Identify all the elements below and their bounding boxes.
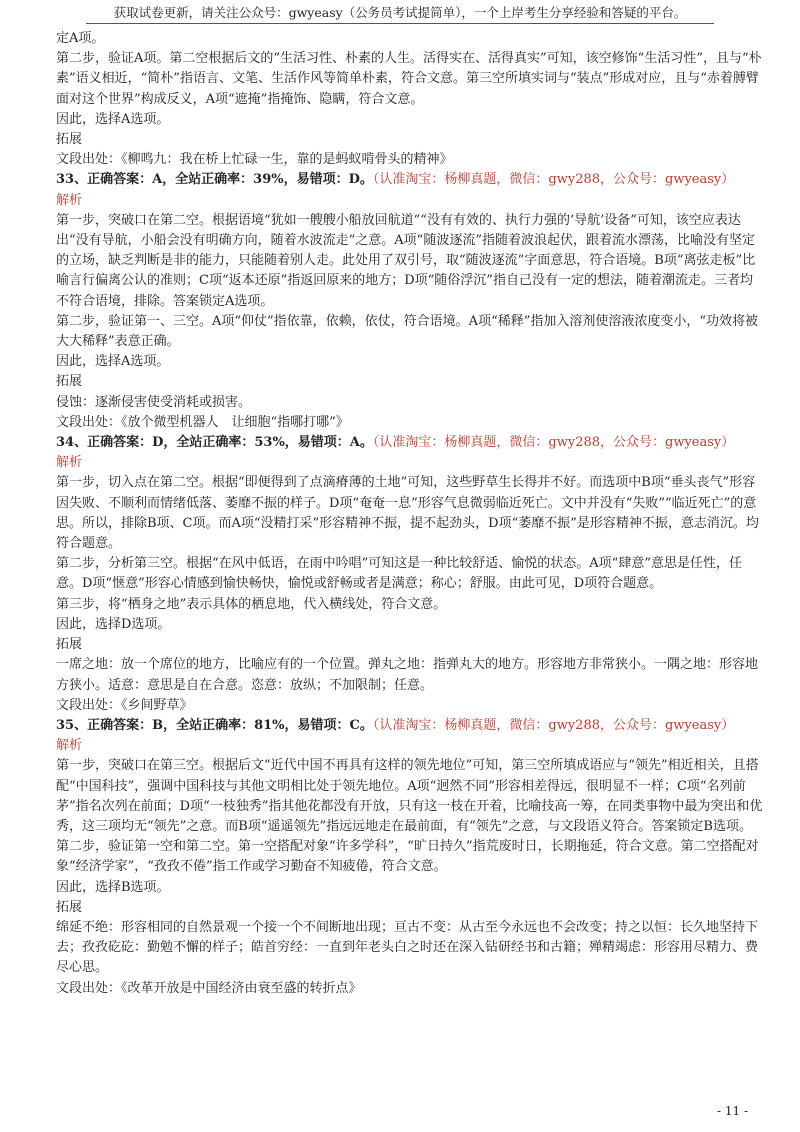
extend-text: 一席之地：放一个席位的地方，比喻应有的一个位置。弹丸之地：指弹丸大的地方。形容地方非常狭小。一隅之地：形容地方狭小。适意：意思是自在合意。恣意：放纵；不加限制；任意。 bbox=[56, 657, 759, 693]
analysis-step: 第一步，突破口在第三空。根据后文“近代中国不再具有这样的领先地位”可知，第三空所填成语应与“领先”相近相关，且搭配“中国科技”，强调中国科技与其他文明相比处于领先地位。A项“迥然不同”形容相差得远，很明显不一样；C项“名列前茅”指名次列在前面；D项“一枝独秀”指其他花都没有开放，只有这一枝在开着，比喻技高一筹，在同类事物中最为突出和优秀，这三项均无“领先”之意。而B项“遥遥领先”指远远地走在最前面，有“领先”之意，与文段语义符合。答案锁定B选项。 bbox=[56, 758, 763, 834]
extend-text: 绵延不绝：形容相同的自然景观一个接一个不间断地出现；亘古不变：从古至今永远也不会改变；持之以恒：长久地坚持下去；孜孜矻矻：勤勉不懈的样子；皓首穷经：一直到年老头白之时还在深入钻研经书和古籍；殚精竭虑：形容用尽精力、费尽心思。 bbox=[56, 919, 759, 976]
analysis-label: 解析 bbox=[56, 738, 83, 754]
intro-source: 文段出处：《柳鸣九：我在桥上忙碌一生，靠的是蚂蚁啃骨头的精神》 bbox=[56, 152, 453, 168]
extend-label: 拓展 bbox=[56, 637, 83, 653]
analysis-label: 解析 bbox=[56, 455, 83, 471]
intro-step-2: 第二步，验证A项。第二空根据后文的“生活习性、朴素的人生。活得实在、活得真实”可知，该空修饰“生活习性”，且与“朴素”语义相近，“简朴”指语言、文笔、生活作风等简单朴素，符合文意。第三空所填实词与“装点”形成对应，且与“赤着膊臂面对这个世界”构成反义，A项“遮掩”指掩饰、隐瞒，符合文意。 bbox=[56, 51, 762, 107]
page-header: 获取试卷更新，请关注公众号：gwyeasy（公务员考试提简单），一个上岸考生分享经验和答疑的平台。 bbox=[113, 5, 687, 20]
analysis-step: 第一步，切入点在第二空。根据“即便得到了点滴瘠薄的土地”可知，这些野草生长得并不好。而选项中B项“垂头丧气”形容因失败、不顺利而情绪低落、萎靡不振的样子。D项“奄奄一息”形容气息微弱临近死亡。文中并没有“失败”“临近死亡”的意思。所以，排除B项、C项。而A项“没精打采”形容精神不振，提不起劲头，D项“萎靡不振”是形容精神不振，意志消沉。均符合题意。 bbox=[56, 475, 759, 552]
page-number: - 11 - bbox=[716, 1104, 748, 1118]
analysis-step: 第二步，验证第一、三空。A项“仰仗”指依靠，依赖，依仗，符合语境。A项“稀释”指加入溶剂使溶液浓度变小，“功效将被大大稀释”表意正确。 bbox=[56, 313, 759, 350]
intro-conclusion: 因此，选择A选项。 bbox=[56, 111, 170, 127]
analysis-step: 第一步，突破口在第二空。根据语境“犹如一艘艘小船放回航道”“没有有效的、执行力强的‘导航’设备”可知，该空应表达出“没有导航，小船会没有明确方向，随着水波流走”之意。A项“随波逐流”指随着波浪起伏，跟着流水漂荡，比喻没有坚定的立场，缺乏判断是非的能力，只能随着别人走。此处用了双引号，取“随波逐流”字面意思，符合语境。B项“离弦走板”比喻言行偏离公认的准则；C项“返本还原”指返回原来的地方；D项“随俗浮沉”指自己没有一定的想法，随着潮流走。三者均不符合语境，排除。答案锁定A选项。 bbox=[56, 212, 756, 309]
answer-summary: 34、正确答案：D，全站正确率：53%，易错项：A。 bbox=[56, 435, 373, 451]
question-35-header bbox=[56, 716, 764, 736]
document-body bbox=[56, 29, 764, 999]
question-34-header bbox=[56, 433, 764, 453]
ad-note: （认准淘宝：杨柳真题，微信：gwy288，公众号：gwyeasy） bbox=[372, 435, 735, 451]
extend-label: 拓展 bbox=[56, 374, 83, 390]
analysis-step: 第二步，验证第一空和第二空。第一空搭配对象“许多学科”，“旷日持久”指荒废时日，长期拖延，符合文意。第二空搭配对象“经济学家”，“孜孜不倦”指工作或学习勤奋不知疲倦，符合文意。 bbox=[56, 839, 759, 875]
source-citation: 文段出处：《乡间野草》 bbox=[56, 697, 193, 713]
conclusion: 因此，选择A选项。 bbox=[56, 354, 170, 370]
intro-extend-label: 拓展 bbox=[56, 132, 83, 148]
conclusion: 因此，选择D选项。 bbox=[56, 616, 171, 632]
extend-label: 拓展 bbox=[56, 899, 83, 915]
analysis-step: 第二步，分析第三空。根据“在风中低语，在雨中吟唱”可知这是一种比较舒适、愉悦的状态。A项“肆意”意思是任性，任意。D项“惬意”形容心情感到愉快畅快，愉悦或舒畅或者是满意；称心；舒服。由此可见，D项符合题意。 bbox=[56, 556, 742, 592]
extend-text: 侵蚀：逐渐侵害使受消耗或损害。 bbox=[56, 394, 252, 410]
ad-note: （认准淘宝：杨柳真题，微信：gwy288，公众号：gwyeasy） bbox=[372, 172, 735, 188]
answer-summary: 35、正确答案：B，全站正确率：81%，易错项：C。 bbox=[56, 717, 373, 733]
source-citation: 文段出处：《改革开放是中国经济由衰至盛的转折点》 bbox=[56, 980, 362, 996]
header-divider bbox=[86, 23, 714, 24]
conclusion: 因此，选择B选项。 bbox=[56, 879, 170, 895]
analysis-label: 解析 bbox=[56, 192, 83, 208]
analysis-step: 第三步，将“栖身之地”表示具体的栖息地，代入横线处，符合文意。 bbox=[56, 596, 447, 612]
question-33-header bbox=[56, 170, 764, 190]
answer-summary: 33、正确答案：A，全站正确率：39%，易错项：D。 bbox=[56, 172, 373, 188]
intro-line: 定A项。 bbox=[56, 31, 105, 46]
source-citation: 文段出处：《放个微型机器人 让细胞“指哪打哪”》 bbox=[56, 414, 349, 430]
ad-note: （认准淘宝：杨柳真题，微信：gwy288，公众号：gwyeasy） bbox=[372, 717, 735, 733]
